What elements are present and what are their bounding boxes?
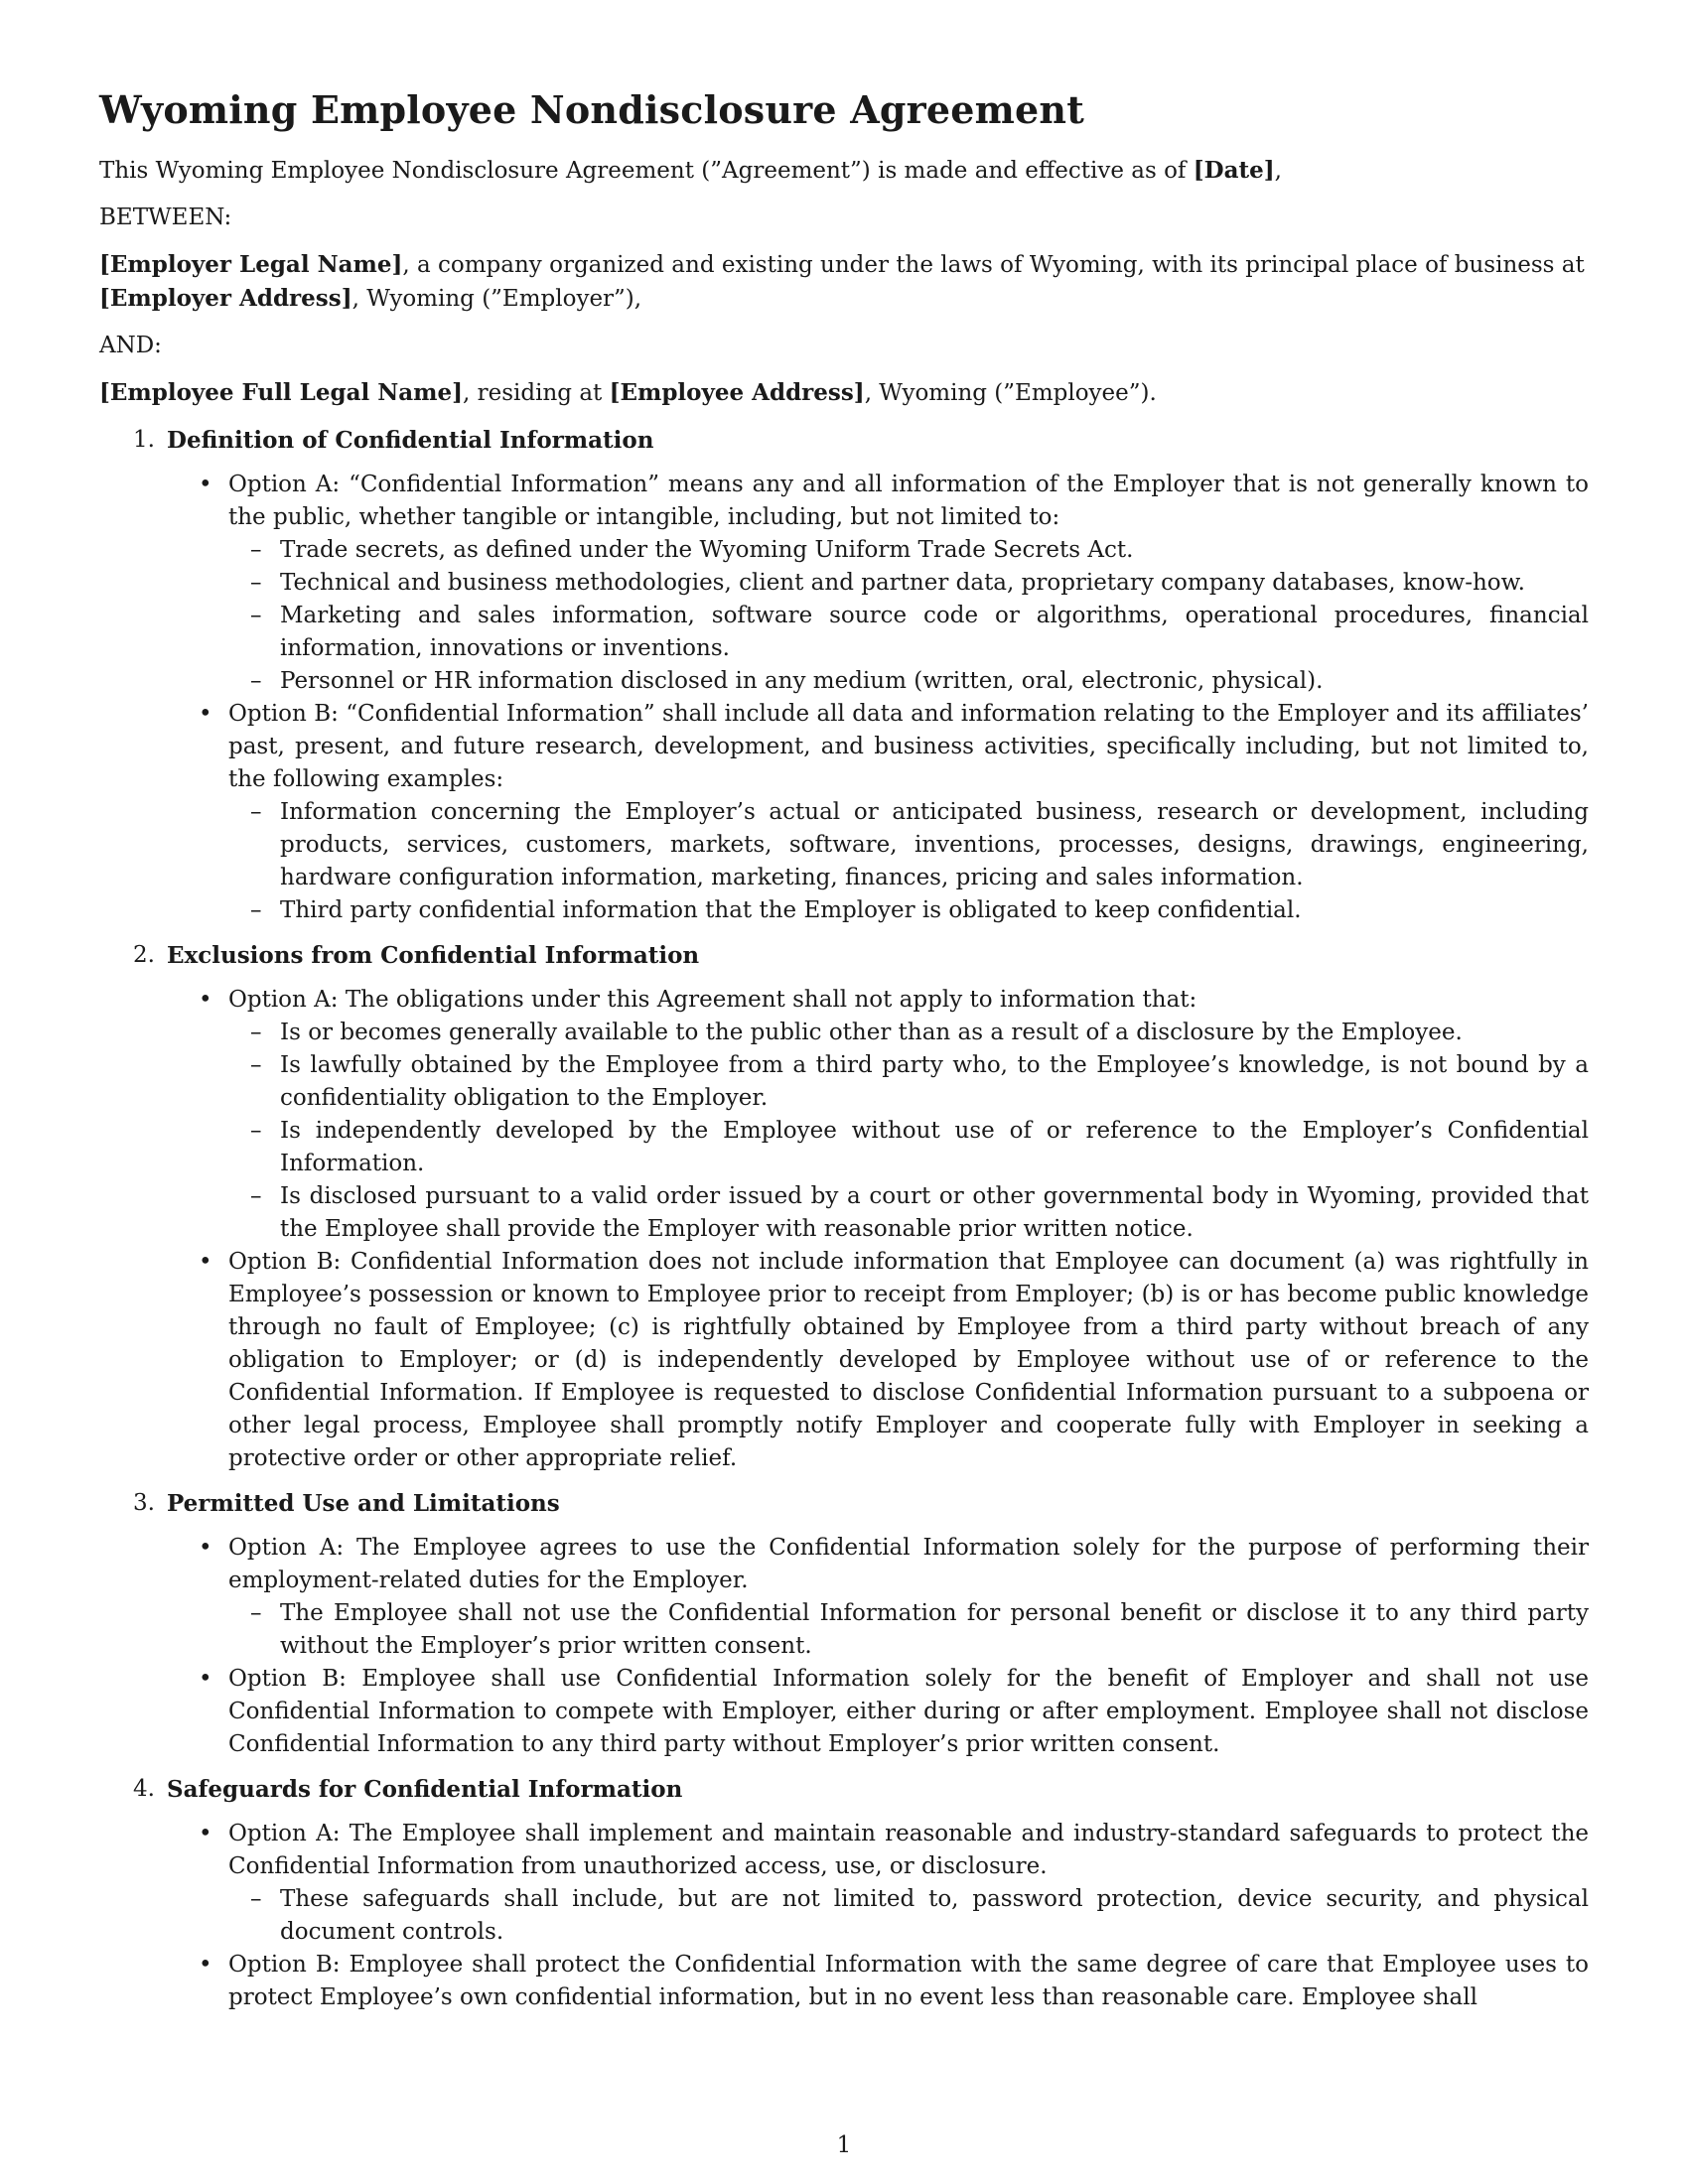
sub-items-list xyxy=(228,1017,1589,1246)
section-1 xyxy=(99,424,1589,927)
section-number: 3. xyxy=(133,1490,155,1516)
option-a xyxy=(99,984,1589,1246)
option-b-text: Option B: Employee shall protect the Confidential Information with the same degree of care that Employee uses to protect Employee’s own confidential information, but in no event less than reasonable care. Employee shall xyxy=(228,1952,1589,2010)
sub-item: – Third party confidential information that the Employer is obligated to keep confidential. xyxy=(228,894,1589,927)
option-b-text: Option B: Confidential Information does not include information that Employee can document (a) was rightfully in Employee’s possession or known to Employee prior to receipt from Employer; (b) is or has become public knowledge through no fault of Employee; (c) is rightfully obtained by Employee from a third party without breach of any obligation to Employer; or (d) is independently developed by Employee without use of or reference to the Confidential Information. If Employee is requested to disclose Confidential Information pursuant to a subpoena or other legal process, Employee shall promptly notify Employer and cooperate fully with Employer in seeking a protective order or other appropriate relief. xyxy=(228,1249,1589,1471)
employer-text-1: , a company organized and existing under the laws of Wyoming, with its principal place of business at xyxy=(402,252,1585,278)
employee-address-placeholder: [Employee Address] xyxy=(609,379,865,406)
sub-item: – Is disclosed pursuant to a valid order issued by a court or other governmental body in Wyoming, provided that the Employee shall provide the Employer with reasonable prior written notice. xyxy=(228,1180,1589,1246)
option-a-text: Option A: The Employee shall implement and maintain reasonable and industry-standard safeguards to protect the Confidential Information from unauthorized access, use, or disclosure. xyxy=(228,1821,1589,1879)
sub-items-list xyxy=(228,1883,1589,1949)
option-b xyxy=(99,1663,1589,1761)
sub-item: – These safeguards shall include, but are not limited to, password protection, device security, and physical document controls. xyxy=(228,1883,1589,1949)
employee-name-placeholder: [Employee Full Legal Name] xyxy=(99,379,463,406)
intro-end: , xyxy=(1274,158,1282,184)
and-label: AND: xyxy=(99,333,162,358)
option-a-text: Option A: “Confidential Information” means any and all information of the Employer that is not generally known to the public, whether tangible or intangible, including, but not limited to: xyxy=(228,472,1589,530)
sub-item: – Is or becomes generally available to the public other than as a result of a disclosure by the Employee. xyxy=(228,1017,1589,1049)
section-title xyxy=(99,424,1589,457)
sections-list xyxy=(99,424,1589,2014)
section-number: 1. xyxy=(133,427,155,453)
options-list xyxy=(99,984,1589,1475)
sub-item: – Trade secrets, as defined under the Wyoming Uniform Trade Secrets Act. xyxy=(228,534,1589,567)
page-number: 1 xyxy=(836,2132,852,2158)
sub-items-list xyxy=(228,534,1589,698)
between-label: BETWEEN: xyxy=(99,205,232,230)
date-placeholder: [Date] xyxy=(1193,157,1275,184)
employee-text-1: , residing at xyxy=(463,380,610,406)
employer-address-placeholder: [Employer Address] xyxy=(99,285,352,312)
option-a xyxy=(99,469,1589,698)
section-title xyxy=(99,939,1589,972)
option-a-text: Option A: The Employee agrees to use the Confidential Information solely for the purpose of performing their employment-related duties for the Employer. xyxy=(228,1535,1589,1593)
section-2 xyxy=(99,939,1589,1475)
sub-item: – The Employee shall not use the Confidential Information for personal benefit or disclose it to any third party without the Employer’s prior written consent. xyxy=(228,1597,1589,1663)
option-b-text: Option B: “Confidential Information” shall include all data and information relating to the Employer and its affiliates’ past, present, and future research, development, and business activities, specifically including, but not limited to, the following examples: xyxy=(228,701,1589,792)
sub-item: – Is independently developed by the Employee without use of or reference to the Employer’s Confidential Information. xyxy=(228,1115,1589,1180)
section-title-text: Safeguards for Confidential Information xyxy=(167,1776,683,1803)
intro-paragraph xyxy=(99,154,1589,188)
option-a-text: Option A: The obligations under this Agreement shall not apply to information that: xyxy=(228,987,1197,1013)
option-b xyxy=(99,1949,1589,2014)
section-number: 2. xyxy=(133,942,155,968)
section-title xyxy=(99,1487,1589,1520)
sub-items-list xyxy=(228,1597,1589,1663)
section-number: 4. xyxy=(133,1776,155,1802)
section-3 xyxy=(99,1487,1589,1761)
options-list xyxy=(99,469,1589,927)
sub-item: – Marketing and sales information, software source code or algorithms, operational procedures, financial information, innovations or inventions. xyxy=(228,600,1589,665)
employer-name-placeholder: [Employer Legal Name] xyxy=(99,251,403,278)
section-4 xyxy=(99,1773,1589,2014)
sub-items-list xyxy=(228,796,1589,927)
employer-text-2: , Wyoming (”Employer”), xyxy=(352,286,642,312)
section-title-text: Exclusions from Confidential Information xyxy=(167,942,700,969)
intro-text: This Wyoming Employee Nondisclosure Agreement (”Agreement”) is made and effective as of xyxy=(99,158,1194,184)
option-b xyxy=(99,698,1589,927)
employer-paragraph xyxy=(99,248,1589,316)
sub-item: – Information concerning the Employer’s actual or anticipated business, research or development, including products, services, customers, markets, software, inventions, processes, designs, drawings, engineering, hardware configuration information, marketing, finances, pricing and sales information. xyxy=(228,796,1589,894)
options-list xyxy=(99,1532,1589,1761)
sub-item: – Personnel or HR information disclosed in any medium (written, oral, electronic, physical). xyxy=(228,665,1589,698)
document-page xyxy=(99,87,1589,2026)
section-title-text: Permitted Use and Limitations xyxy=(167,1490,560,1517)
employee-text-2: , Wyoming (”Employee”). xyxy=(864,380,1157,406)
option-b xyxy=(99,1246,1589,1475)
employee-paragraph xyxy=(99,376,1589,410)
sub-item: – Technical and business methodologies, client and partner data, proprietary company databases, know-how. xyxy=(228,567,1589,600)
section-title xyxy=(99,1773,1589,1806)
option-a xyxy=(99,1532,1589,1663)
section-title-text: Definition of Confidential Information xyxy=(167,427,654,454)
option-a xyxy=(99,1818,1589,1949)
options-list xyxy=(99,1818,1589,2014)
document-title: Wyoming Employee Nondisclosure Agreement xyxy=(99,87,1084,132)
option-b-text: Option B: Employee shall use Confidential Information solely for the benefit of Employer and shall not use Confidential Information to compete with Employer, either during or after employment. Employee shall not disclose Confidential Information to any third party without Employer’s prior written consent. xyxy=(228,1666,1589,1757)
sub-item: – Is lawfully obtained by the Employee from a third party who, to the Employee’s knowledge, is not bound by a confidentiality obligation to the Employer. xyxy=(228,1049,1589,1115)
